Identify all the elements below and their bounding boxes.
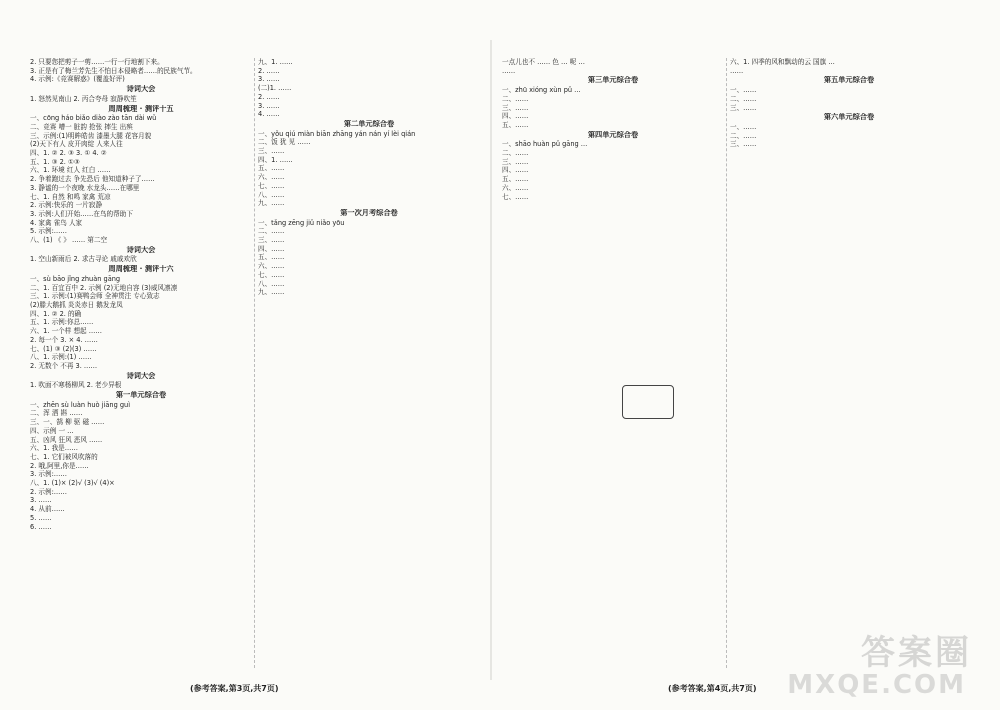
answer-line: 一、tǎng zēng jiǔ niǎo yōu bbox=[258, 218, 345, 227]
column-3 bbox=[502, 58, 724, 668]
answer-line: 一、cōng háo biǎo diào zào tān dài wǔ bbox=[30, 114, 157, 123]
answer-line: 2. …… bbox=[258, 92, 280, 101]
answer-line: 第四单元综合卷 bbox=[587, 130, 639, 139]
answer-line: 七、…… bbox=[502, 192, 529, 201]
answer-line: 五、…… bbox=[502, 175, 529, 184]
answer-line: 2. 哦,阿里,你是…… bbox=[30, 461, 89, 470]
answer-line: 第六单元综合卷 bbox=[823, 113, 875, 122]
answer-line: 三、一、鹄 柳 驱 磁 …… bbox=[30, 418, 105, 427]
answer-line: 一、zhū xióng xùn pǔ … bbox=[502, 86, 581, 95]
answer-line: 二、饭 犹 见 …… bbox=[258, 138, 311, 147]
answer-line: 七、…… bbox=[258, 181, 285, 190]
answer-line: 二、…… bbox=[502, 94, 529, 103]
answer-line: 七、1. 自然 和鸣 家禽 荒凉 bbox=[30, 192, 111, 201]
answer-line: 二、竞赛 嘈一 脏韵 抢张 摔生 出殡 bbox=[30, 122, 133, 131]
answer-line: 第三单元综合卷 bbox=[587, 76, 639, 85]
answer-line: 一、…… bbox=[730, 122, 757, 131]
answer-line: 三、…… bbox=[502, 103, 529, 112]
answer-line: 五、1. 示例:你总…… bbox=[30, 318, 94, 327]
answer-line: 七、…… bbox=[258, 270, 285, 279]
answer-line: 诗词大会 bbox=[126, 371, 156, 380]
answer-line: 三、…… bbox=[258, 236, 285, 245]
column-1 bbox=[30, 58, 252, 668]
column-divider bbox=[726, 58, 727, 668]
answer-line: 一、…… bbox=[730, 86, 757, 95]
answer-line: 5. 示例:…… bbox=[30, 227, 67, 236]
answer-line: 3. 正是有了梅兰芳先生不怕日本侵略者……的民族气节。 bbox=[30, 66, 197, 75]
answer-line: 1. 空山新雨后 2. 求古寻论 戚戚欢欣 bbox=[30, 255, 137, 264]
answer-line: 八、1. (1)× (2)√ (3)√ (4)× bbox=[30, 479, 115, 488]
answer-line: 八、(1) 《 》 …… 第二空 bbox=[30, 236, 108, 245]
answer-line: 五、…… bbox=[258, 253, 285, 262]
answer-line: 五、…… bbox=[502, 120, 529, 129]
answer-line: 八、…… bbox=[258, 279, 285, 288]
answer-line: 诗词大会 bbox=[126, 85, 156, 94]
answer-line: 二、…… bbox=[730, 131, 757, 140]
answer-line: 一、zhēn sù luàn huò jiāng guì bbox=[30, 400, 131, 409]
answer-line: 第一次月考综合卷 bbox=[340, 208, 398, 217]
answer-line: 七、1. 它们被风吹落的 bbox=[30, 452, 98, 461]
answer-line: 2. 无数个 不再 3. …… bbox=[30, 361, 98, 370]
answer-line: 第二单元综合卷 bbox=[343, 119, 395, 128]
page-footer-left: (参考答案,第3页,共7页) bbox=[190, 684, 279, 693]
answer-line: 七、(1) ③ (2)(3) …… bbox=[30, 344, 97, 353]
answer-line: 2. …… bbox=[258, 66, 280, 75]
answer-line: 3. …… bbox=[258, 101, 280, 110]
answer-line: 诗词大会 bbox=[126, 245, 156, 254]
page-footer-right: (参考答案,第4页,共7页) bbox=[668, 684, 757, 693]
answer-line: 3. 示例:…… bbox=[30, 470, 67, 479]
answer-line: 六、…… bbox=[502, 183, 529, 192]
answer-line: 周周梳理 · 测评十六 bbox=[108, 265, 174, 274]
answer-line: 九、…… bbox=[258, 199, 285, 208]
answer-line: 四、…… bbox=[258, 244, 285, 253]
answer-line: 五、1. ③ 2. ①③ bbox=[30, 157, 80, 166]
answer-line: 六、…… bbox=[258, 173, 285, 182]
column-4 bbox=[730, 58, 968, 668]
page-gutter bbox=[490, 40, 492, 680]
answer-line: 2. 只要您把剪子一剪……一行一行地割下来。 bbox=[30, 58, 164, 66]
answer-line: 九、1. …… bbox=[258, 58, 293, 66]
answer-line: 一、sù bāo jǐng zhuàn gāng bbox=[30, 274, 121, 283]
answer-line: 一点儿也不 …… 色 … 呢 … bbox=[502, 58, 586, 66]
answer-line: 2. 示例:…… bbox=[30, 487, 67, 496]
answer-line: (二)1. …… bbox=[258, 84, 292, 93]
answer-line: 4. 家禽 雀鸟 人家 bbox=[30, 218, 83, 227]
answer-line: 四、1. …… bbox=[258, 155, 293, 164]
answer-line: 第五单元综合卷 bbox=[823, 76, 875, 85]
answer-line: 周周梳理 · 测评十五 bbox=[108, 104, 174, 113]
answer-line: …… bbox=[502, 66, 516, 75]
leaf-drawing-box bbox=[622, 385, 674, 419]
watermark-url: MXQE.COM bbox=[787, 670, 966, 700]
answer-line: 八、…… bbox=[258, 190, 285, 199]
answer-line: 二、浑 洒 斟 …… bbox=[30, 409, 83, 418]
answer-line: 3. …… bbox=[258, 75, 280, 84]
column-2 bbox=[258, 58, 480, 668]
answer-line: 3. 静谧的一个夜晚 水龙头……在哪里 bbox=[30, 183, 140, 192]
answer-line: 6. …… bbox=[30, 522, 52, 531]
answer-line: 四、…… bbox=[502, 166, 529, 175]
answer-line: 3. …… bbox=[30, 496, 52, 505]
answer-line: 一、yǒu qiú miàn biān zhāng yán nán yí lèi qián bbox=[258, 129, 416, 138]
answer-line: (2)天下有人 皮开肉绽 人来人往 bbox=[30, 140, 123, 149]
answer-line: 三、…… bbox=[730, 140, 757, 149]
answer-line: 1. 怒然见南山 2. 丙合夸母 寂静吹笙 bbox=[30, 94, 137, 103]
answer-line: 八、1. 示例:(1) …… bbox=[30, 353, 92, 362]
answer-line: 2. 示例:快乐的 一片寂静 bbox=[30, 201, 103, 210]
answer-line: 六、1. 一个样 想起 …… bbox=[30, 327, 102, 336]
answer-line: 四、1. ② 2. 的确 bbox=[30, 309, 82, 318]
watermark-logo: 答案圈 bbox=[861, 633, 972, 673]
answer-line: 4. 从前…… bbox=[30, 505, 65, 514]
answer-line: 四、1. ② 2. ③ 3. ① 4. ② bbox=[30, 149, 107, 158]
answer-line: 四、示例 一 … bbox=[30, 426, 74, 435]
answer-line: 三、示例:(1)明眸皓齿 漆墨大腿 花容月貌 bbox=[30, 131, 152, 140]
answer-line: 4. …… bbox=[258, 110, 280, 119]
answer-line: 二、…… bbox=[502, 149, 529, 158]
answer-line: 四、…… bbox=[502, 112, 529, 121]
answer-line: 1. 吹面不寒杨柳风 2. 老少异根 bbox=[30, 381, 122, 390]
answer-line: 3. 示例:人们开始……在鸟的帮助下 bbox=[30, 209, 133, 218]
answer-line: 三、…… bbox=[258, 147, 285, 156]
column-divider bbox=[254, 58, 255, 668]
answer-line: (2)滕大鹅抓 炎炎赤日 鹅发龙凤 bbox=[30, 300, 123, 309]
answer-line: 二、…… bbox=[258, 227, 285, 236]
answer-line: 2. 每一个 3. × 4. …… bbox=[30, 335, 98, 344]
answer-line: 六、1. 四季的风和飘动的云 国旗 … bbox=[730, 58, 835, 66]
answer-line: 一、shāo huàn pǔ gāng … bbox=[502, 140, 588, 149]
answer-line: 第一单元综合卷 bbox=[115, 391, 167, 400]
answer-line: 六、1. 环境 红人 红白 …… bbox=[30, 166, 111, 175]
answer-line: 4. 示例:《竞赛解惑》(覆盖好评) bbox=[30, 75, 125, 84]
answer-line: 六、1. 我是…… bbox=[30, 444, 78, 453]
answer-line: 三、…… bbox=[730, 103, 757, 112]
answer-line: 5. …… bbox=[30, 513, 52, 522]
answer-line: 三、1. 示例:(1)赛鸭会师 全神贯注 专心致志 bbox=[30, 292, 160, 301]
answer-line: 五、…… bbox=[258, 164, 285, 173]
answer-line: 二、…… bbox=[730, 94, 757, 103]
answer-line: 六、…… bbox=[258, 262, 285, 271]
answer-line: 三、…… bbox=[502, 157, 529, 166]
answer-line: 2. 争着跑过去 争先恐后 他知道种子了…… bbox=[30, 175, 155, 184]
answer-line: 五、凶风 狂风 恶风 …… bbox=[30, 435, 103, 444]
answer-line: 九、…… bbox=[258, 288, 285, 297]
answer-line: …… bbox=[730, 66, 744, 75]
answer-line: 二、1. 百宜百中 2. 示例 (2)无地自容 (3)威风凛凛 bbox=[30, 283, 178, 292]
